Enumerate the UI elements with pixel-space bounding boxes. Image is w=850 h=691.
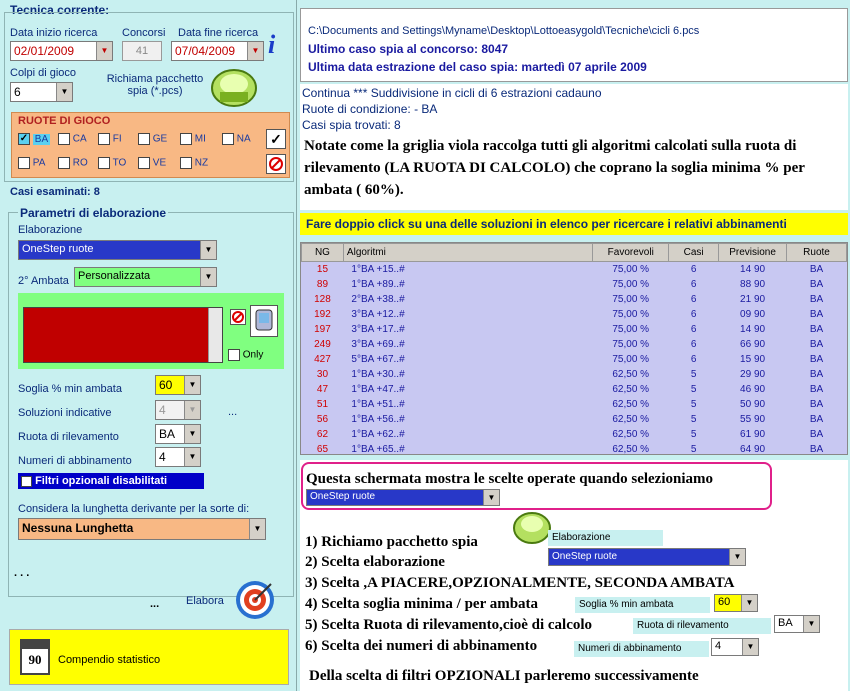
table-cell: 75,00 %	[593, 337, 669, 352]
ambata2-listbox[interactable]	[23, 307, 223, 363]
info-line-3: Casi spia trovati: 8	[302, 118, 401, 132]
table-cell: 62	[302, 427, 344, 442]
chevron-down-icon[interactable]: ▼	[249, 519, 265, 539]
ambata2-panel	[18, 293, 284, 369]
table-cell: 09 90	[719, 307, 787, 322]
step-ruota-combo[interactable]: BA ▼	[774, 615, 820, 633]
step-5: 5) Scelta Ruota di rilevamento,cioè di calcolo	[305, 617, 593, 633]
step-4: 4) Scelta soglia minima / per ambata	[305, 596, 539, 612]
column-header[interactable]: Favorevoli	[593, 244, 669, 262]
ruote-row-2: PA RO TO VE NZ	[18, 157, 268, 173]
table-cell: 5	[669, 412, 719, 427]
chevron-down-icon[interactable]: ▼	[56, 83, 72, 101]
table-row[interactable]	[302, 322, 847, 337]
table-cell: 3°BA +69..#	[343, 337, 592, 352]
step-2: 2) Scelta elaborazione	[305, 554, 445, 570]
table-cell: 3°BA +17..#	[343, 322, 592, 337]
ruota-nz-checkbox[interactable]	[180, 157, 192, 169]
table-cell: 61 90	[719, 427, 787, 442]
table-cell: BA	[787, 382, 847, 397]
table-cell: 3°BA +12..#	[343, 307, 592, 322]
date-end-label: Data fine ricerca	[178, 27, 259, 39]
filtri-toggle[interactable]: Filtri opzionali disabilitati	[18, 473, 204, 489]
table-cell: 1°BA +65..#	[343, 442, 592, 456]
table-cell: 15	[302, 262, 344, 277]
ruota-ca-checkbox[interactable]	[58, 133, 70, 145]
table-cell: 21 90	[719, 292, 787, 307]
elabora-label: Elabora	[186, 595, 224, 607]
table-row[interactable]	[302, 412, 847, 427]
table-cell: 15 90	[719, 352, 787, 367]
richiama-label: Richiama pacchetto spia (*.pcs)	[106, 73, 204, 97]
date-end-combo[interactable]: 07/04/2009 ▼	[171, 41, 264, 61]
table-row[interactable]	[302, 292, 847, 307]
chevron-down-icon[interactable]: ▼	[729, 549, 745, 565]
table-cell: 14 90	[719, 262, 787, 277]
chevron-down-icon[interactable]: ▼	[96, 42, 112, 60]
table-cell: 1°BA +62..#	[343, 427, 592, 442]
scrollbar[interactable]	[208, 308, 222, 362]
info-line-2: Ruote di condizione: - BA	[302, 102, 438, 116]
table-cell: BA	[787, 262, 847, 277]
table-row[interactable]	[302, 262, 847, 277]
column-header[interactable]: NG	[302, 244, 344, 262]
concorsi-label: Concorsi	[122, 27, 166, 39]
table-cell: 62,50 %	[593, 442, 669, 456]
table-cell: 55 90	[719, 412, 787, 427]
chevron-down-icon[interactable]: ▼	[742, 639, 758, 655]
table-cell: 66 90	[719, 337, 787, 352]
table-cell: 50 90	[719, 397, 787, 412]
ruota-to-checkbox[interactable]	[98, 157, 110, 169]
table-cell: 6	[669, 352, 719, 367]
chevron-down-icon[interactable]: ▼	[803, 616, 819, 632]
result-summary	[300, 84, 848, 210]
chevron-down-icon[interactable]: ▼	[184, 401, 200, 419]
table-cell: 75,00 %	[593, 292, 669, 307]
dots: . . .	[14, 567, 30, 579]
table-cell: 249	[302, 337, 344, 352]
target-icon[interactable]	[233, 578, 277, 622]
table-cell: BA	[787, 442, 847, 456]
colpi-combo[interactable]: 6 ▼	[10, 82, 73, 102]
table-cell: 1°BA +30..#	[343, 367, 592, 382]
step-ruota-label: Ruota di rilevamento	[633, 618, 771, 634]
results-table	[301, 243, 847, 455]
step-1: 1) Richiamo pacchetto spia	[305, 534, 478, 550]
table-row[interactable]	[302, 382, 847, 397]
table-cell: 75,00 %	[593, 307, 669, 322]
table-cell: BA	[787, 427, 847, 442]
column-header[interactable]: Algoritmi	[343, 244, 592, 262]
pill-icon[interactable]	[208, 66, 260, 110]
table-cell: BA	[787, 412, 847, 427]
soglia-label: Soglia % min ambata	[18, 383, 122, 395]
table-cell: 6	[669, 337, 719, 352]
table-cell: 6	[669, 307, 719, 322]
footer-note: Della scelta di filtri OPZIONALI parleremo successivamente	[309, 668, 699, 684]
table-cell: 197	[302, 322, 344, 337]
table-row[interactable]	[302, 442, 847, 456]
table-row[interactable]	[302, 367, 847, 382]
parametri-title: Parametri di elaborazione	[20, 206, 167, 220]
numeri-combo[interactable]: 4 ▼	[155, 447, 201, 467]
callout-combo[interactable]: OneStep ruote ▼	[306, 489, 500, 506]
results-grid[interactable]	[300, 242, 848, 455]
table-cell: 88 90	[719, 277, 787, 292]
table-cell: BA	[787, 397, 847, 412]
chevron-down-icon[interactable]: ▼	[200, 241, 216, 259]
ruote-group	[11, 112, 290, 178]
table-cell: BA	[787, 322, 847, 337]
compendio-label: Compendio statistico	[58, 654, 161, 666]
chevron-down-icon[interactable]: ▼	[184, 448, 200, 466]
table-row[interactable]	[302, 352, 847, 367]
ruote-row-1: ✓ BA CA FI GE MI NA	[19, 133, 251, 145]
calendar-icon[interactable]: 90	[20, 639, 50, 675]
column-header[interactable]: Previsione	[719, 244, 787, 262]
deselect-all-icon[interactable]	[266, 154, 286, 174]
tutorial-area	[300, 460, 848, 691]
table-cell: BA	[787, 352, 847, 367]
ruota-fi-checkbox[interactable]	[98, 133, 110, 145]
instruction-banner: Fare doppio click su una delle soluzioni in elenco per ricercare i relativi abbinamenti	[300, 213, 848, 235]
table-cell: 2°BA +38..#	[343, 292, 592, 307]
column-header[interactable]: Ruote	[787, 244, 847, 262]
ruote-title: RUOTE DI GIOCO	[18, 115, 111, 127]
step-3: 3) Scelta ,A PIACERE,OPZIONALMENTE, SECONDA AMBATA	[305, 575, 735, 591]
table-cell: 1°BA +89..#	[343, 277, 592, 292]
table-cell: 75,00 %	[593, 262, 669, 277]
table-cell: 5	[669, 382, 719, 397]
table-cell: 5	[669, 397, 719, 412]
table-cell: 65	[302, 442, 344, 456]
step-soglia-label: Soglia % min ambata	[575, 597, 710, 613]
table-cell: BA	[787, 277, 847, 292]
chevron-down-icon[interactable]: ▼	[741, 595, 757, 611]
lunghetta-combo[interactable]: Nessuna Lunghetta ▼	[18, 518, 266, 540]
ambata2-label: 2° Ambata	[18, 275, 69, 287]
table-cell: 192	[302, 307, 344, 322]
ruota-ge-checkbox[interactable]	[138, 133, 150, 145]
panel-title: Tecnica corrente:	[10, 3, 110, 17]
table-cell: 14 90	[719, 322, 787, 337]
soluzioni-combo[interactable]: 4 ▼	[155, 400, 201, 420]
step-elab-label: Elaborazione	[548, 530, 663, 546]
table-cell: 6	[669, 292, 719, 307]
select-all-icon[interactable]: ✓	[266, 129, 286, 149]
filtri-checkbox[interactable]	[21, 476, 32, 487]
note-text: Notate come la griglia viola raccolga tutti gli algoritmi calcolati sulla ruota di rilevamento (LA RUOTA DI CALCOLO) che coprano la soglia minima % per ambata ( 60%).	[304, 138, 805, 198]
table-row[interactable]	[302, 307, 847, 322]
table-cell: 51	[302, 397, 344, 412]
info-line-1: Continua *** Suddivisione in cicli di 6 estrazioni cadauno	[302, 86, 602, 100]
only-checkbox[interactable]	[228, 349, 240, 361]
step-soglia-combo[interactable]: 60 ▼	[714, 594, 758, 612]
table-row[interactable]	[302, 337, 847, 352]
elaborazione-combo[interactable]: OneStep ruote ▼	[18, 240, 217, 260]
table-cell: 46 90	[719, 382, 787, 397]
table-cell: 64 90	[719, 442, 787, 456]
elab-label: Elaborazione	[18, 224, 83, 236]
info-icon[interactable]: i	[268, 30, 276, 59]
table-row[interactable]	[302, 427, 847, 442]
table-cell: 5°BA +67..#	[343, 352, 592, 367]
soluzioni-label: Soluzioni indicative	[18, 407, 112, 419]
table-cell: 75,00 %	[593, 322, 669, 337]
table-cell: 6	[669, 277, 719, 292]
column-header[interactable]: Casi	[669, 244, 719, 262]
header-info	[300, 8, 848, 82]
ruota-ve-checkbox[interactable]	[138, 157, 150, 169]
table-cell: 62,50 %	[593, 382, 669, 397]
table-cell: 1°BA +56..#	[343, 412, 592, 427]
table-cell: 1°BA +51..#	[343, 397, 592, 412]
table-cell: 30	[302, 367, 344, 382]
soglia-combo[interactable]: 60 ▼	[155, 375, 201, 395]
table-cell: 62,50 %	[593, 367, 669, 382]
table-cell: 56	[302, 412, 344, 427]
step-numeri-label: Numeri di abbinamento	[574, 641, 709, 657]
chevron-down-icon[interactable]: ▼	[200, 268, 216, 286]
table-cell: 29 90	[719, 367, 787, 382]
ruota-label: Ruota di rilevamento	[18, 431, 119, 443]
table-cell: BA	[787, 307, 847, 322]
casi-esaminati: Casi esaminati: 8	[10, 186, 100, 198]
table-cell: 62,50 %	[593, 427, 669, 442]
chevron-down-icon[interactable]: ▼	[184, 425, 200, 443]
only-label: Only	[242, 349, 264, 361]
table-cell: BA	[787, 367, 847, 382]
table-cell: 75,00 %	[593, 352, 669, 367]
step-numeri-combo[interactable]: 4 ▼	[711, 638, 759, 656]
table-cell: 427	[302, 352, 344, 367]
file-path: C:\Documents and Settings\Myname\Desktop\Lottoeasygold\Tecniche\cicli 6.pcs	[308, 25, 700, 37]
chevron-down-icon[interactable]: ▼	[184, 376, 200, 394]
ruota-combo[interactable]: BA ▼	[155, 424, 201, 444]
table-cell: 1°BA +15..#	[343, 262, 592, 277]
table-row[interactable]	[302, 397, 847, 412]
ambata2-combo[interactable]: Personalizzata ▼	[74, 267, 217, 287]
table-cell: 5	[669, 427, 719, 442]
table-cell: BA	[787, 292, 847, 307]
table-cell: 47	[302, 382, 344, 397]
table-cell: 6	[669, 322, 719, 337]
chevron-down-icon[interactable]: ▼	[247, 42, 263, 60]
ultimo-caso: Ultimo caso spia al concorso: 8047	[308, 42, 509, 56]
date-start-label: Data inizio ricerca	[10, 27, 98, 39]
clear-icon[interactable]	[230, 309, 246, 325]
table-cell: 62,50 %	[593, 412, 669, 427]
table-cell: 1°BA +47..#	[343, 382, 592, 397]
ruota-na-checkbox[interactable]	[222, 133, 234, 145]
table-cell: 6	[669, 262, 719, 277]
table-cell: 5	[669, 367, 719, 382]
numeri-label: Numeri di abbinamento	[18, 455, 132, 467]
soluzioni-more: ...	[228, 406, 238, 418]
table-cell: BA	[787, 337, 847, 352]
dots-2: ...	[150, 598, 160, 610]
ultima-data: Ultima data estrazione del caso spia: martedì 07 aprile 2009	[308, 60, 647, 74]
ruota-pa-checkbox[interactable]	[18, 157, 30, 169]
date-start-combo[interactable]: 02/01/2009 ▼	[10, 41, 113, 61]
chevron-down-icon[interactable]: ▼	[483, 490, 499, 505]
lunghetta-label: Considera la lunghetta derivante per la sorte di:	[18, 503, 250, 515]
left-panel	[0, 0, 297, 691]
compendio-panel[interactable]	[9, 629, 289, 685]
table-cell: 5	[669, 442, 719, 456]
callout-title: Questa schermata mostra le scelte operate quando selezioniamo	[306, 471, 714, 487]
table-cell: 128	[302, 292, 344, 307]
concorsi-field[interactable]: 41	[122, 41, 162, 61]
step-6: 6) Scelta dei numeri di abbinamento	[305, 638, 538, 654]
ruota-ba-checkbox[interactable]: ✓	[19, 133, 29, 144]
table-cell: 89	[302, 277, 344, 292]
table-cell: 62,50 %	[593, 397, 669, 412]
step-elab-combo[interactable]: OneStep ruote ▼	[548, 548, 746, 566]
ruota-ro-checkbox[interactable]	[58, 157, 70, 169]
ruota-mi-checkbox[interactable]	[180, 133, 192, 145]
colpi-label: Colpi di gioco	[10, 67, 77, 79]
table-cell: 75,00 %	[593, 277, 669, 292]
table-row[interactable]	[302, 277, 847, 292]
device-icon[interactable]	[250, 305, 278, 337]
